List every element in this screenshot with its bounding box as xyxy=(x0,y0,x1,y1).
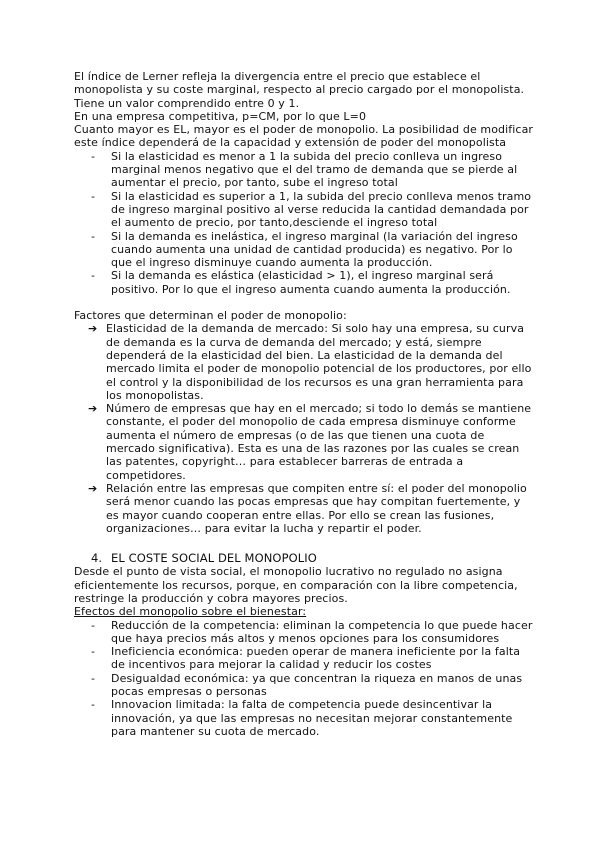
spacer xyxy=(74,535,534,548)
list-item-text: Si la demanda es elástica (elasticidad > 1), el ingreso marginal será positivo. Por lo que el ingreso aumenta cuando aumenta la producción. xyxy=(111,269,511,296)
arrow-bullet-icon: ➔ xyxy=(88,481,98,495)
factors-title: Factores que determinan el poder de monopolio: xyxy=(74,309,347,323)
list-item-text: Desigualdad económica: ya que concentran la riqueza en manos de unas pocas empresas o personas xyxy=(111,671,523,699)
intro-paragraph: Tiene un valor comprendido entre 0 y 1. xyxy=(74,96,300,110)
list-item xyxy=(74,402,534,482)
dash-bullet: - xyxy=(91,671,96,685)
list-item-text: Número de empresas que hay en el mercado; si todo lo demás se mantiene constante, el poder del monopolio de cada empresa disminuye conforme aumenta el número de empresas (o de las que tienen una cuota de mercado significativa). Esta es una de las razones por las cuales se crean las patentes, copyright… para establecer barreras de entrada a competidores. xyxy=(106,402,532,482)
intro-paragraph: El índice de Lerner refleja la divergencia entre el precio que establece el monopolista y su coste marginal, respecto al precio cargado por el monopolista. xyxy=(74,70,525,97)
section-number: 4. xyxy=(91,551,103,566)
section-title: EL COSTE SOCIAL DEL MONOPOLIO xyxy=(111,551,317,566)
list-item xyxy=(74,322,534,402)
list-item-text: Reducción de la competencia: eliminan la competencia lo que puede hacer que haya precios más altos y menos opciones para los consumidores xyxy=(111,618,533,645)
spacer xyxy=(74,296,534,309)
list-item xyxy=(74,190,534,230)
list-item xyxy=(74,645,534,672)
lerner-elasticity-list xyxy=(74,150,534,296)
list-item-text: Si la demanda es inelástica, el ingreso marginal (la variación del ingreso cuando aumenta una unidad de cantidad producida) es negativo. Por lo que el ingreso disminuye cuando aumenta la producción. xyxy=(111,229,518,270)
list-item-text: Si la elasticidad es menor a 1 la subida del precio conlleva un ingreso marginal menos negativo que el del tramo de demanda que se pierde al aumentar el precio, por tanto, sube el ingreso total xyxy=(111,149,518,190)
dash-bullet: - xyxy=(91,618,96,632)
list-item-text: Ineficiencia económica: pueden operar de manera ineficiente por la falta de incentivos para mejorar la calidad y reducir los costes xyxy=(111,645,521,672)
dash-bullet: - xyxy=(91,269,96,283)
intro-paragraph: En una empresa competitiva, p=CM, por lo que L=0 xyxy=(74,109,367,123)
arrow-bullet-icon: ➔ xyxy=(88,322,98,336)
list-item xyxy=(74,619,534,646)
list-item xyxy=(74,150,534,190)
list-item xyxy=(74,698,534,738)
dash-bullet: - xyxy=(91,698,96,712)
intro-paragraph: Cuanto mayor es EL, mayor es el poder de monopolio. La posibilidad de modificar este índice dependerá de la capacidad y extensión de poder del monopolista xyxy=(74,123,534,150)
dash-bullet: - xyxy=(91,189,96,203)
arrow-bullet-icon: ➔ xyxy=(88,402,98,416)
dash-bullet: - xyxy=(91,229,96,243)
list-item-text: Si la elasticidad es superior a 1, la subida del precio conlleva menos tramo de ingreso marginal positivo al verse reducida la cantidad demandada por el aumento de precio, por tanto,desciende el ingreso total xyxy=(111,189,532,230)
list-item xyxy=(74,482,534,535)
effects-title: Efectos del monopolio sobre el bienestar: xyxy=(74,605,307,619)
factors-list xyxy=(74,322,534,535)
section-intro: Desde el punto de vista social, el monopolio lucrativo no regulado no asigna eficientemente los recursos, porque, en comparación con la libre competencia, restringe la producción y cobra mayores precios. xyxy=(74,565,518,605)
section-heading xyxy=(74,552,534,565)
list-item-text: Elasticidad de la demanda de mercado: Si solo hay una empresa, su curva de demanda es la curva de demanda del mercado; y está, siempre dependerá de la elasticidad del bien. La elasticidad de la demanda del mercado limita el poder de monopolio potencial de los productores, por ello el control y la disponibilidad de los recursos es una gran herramienta para los monopolistas. xyxy=(106,322,532,402)
document-body xyxy=(74,70,534,738)
list-item-text: Innovacion limitada: la falta de competencia puede desincentivar la innovación, ya que las empresas no necesitan mejorar constantemente para mantener su cuota de mercado. xyxy=(111,698,513,738)
list-item-text: Relación entre las empresas que compiten entre sí: el poder del monopolio será menor cuando las pocas empresas que hay compitan fuertemente, y es mayor cuando cooperan entre ellas. Por ello se crean las fusiones, organizaciones… para evitar la lucha y repartir el poder. xyxy=(106,481,527,535)
dash-bullet: - xyxy=(91,645,96,659)
dash-bullet: - xyxy=(91,149,96,163)
list-item xyxy=(74,269,534,296)
effects-list xyxy=(74,619,534,739)
list-item xyxy=(74,230,534,270)
list-item xyxy=(74,672,534,699)
